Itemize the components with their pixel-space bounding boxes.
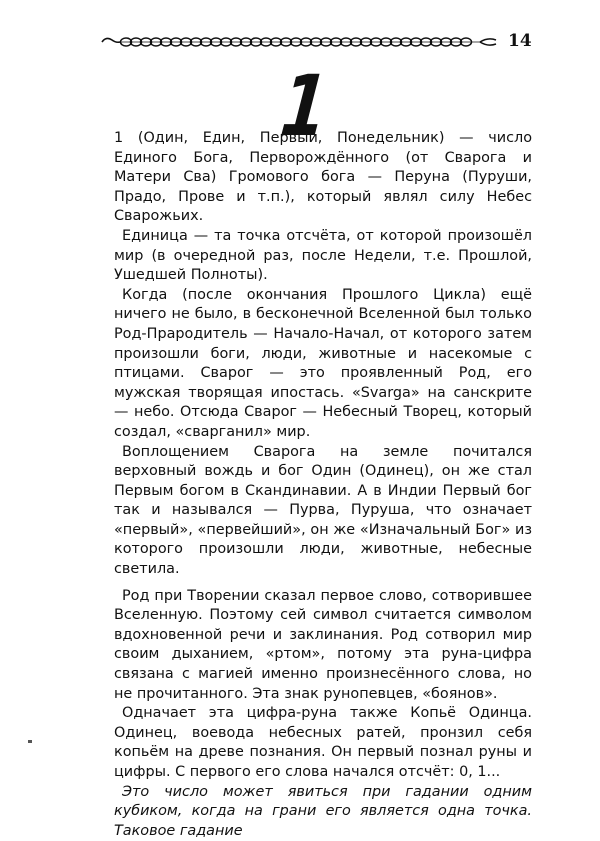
page-header	[100, 30, 540, 54]
paragraph: Когда (после окончания Прошлого Цикла) ещё ничего не было, в бесконечной Вселенной был только Род-Прародитель — Начало-Начал, от которого затем произошли боги, люди, животные и насекомые с птицами. Сварог — это проявленный Род, его мужская творящая ипостась. «Svarga» на санскрите — небо. Отсюда Сварог — Небесный Творец, который создал, «сварганил» мир.	[114, 286, 532, 440]
paragraph: Единица — та точка отсчёта, от которой произошёл мир (в очередной раз, после Недели, т.е. Прошлой, Ушедшей Полноты).	[114, 227, 532, 284]
paragraph: Род при Творении сказал первое слово, сотворившее Вселенную. Поэтому сей символ считается символом вдохновенной речи и заклинания. Род сотворил мир своим дыханием, «ртом», потому эта руна-цифра связана с магией именно произнесённого слова, но не прочитанного. Эта знак рунопевцев, «боянов».	[114, 587, 532, 702]
scan-mark	[28, 740, 32, 743]
braided-rope-ornament-icon	[100, 34, 500, 50]
body-text	[114, 129, 532, 841]
paragraph: Одначает эта цифра-руна также Копьё Одинца. Одинец, воевода небесных ратей, пронзил себя копьём на древе познания. Он первый познал руны и цифры. С первого его слова начался отсчёт: 0, 1...	[114, 705, 532, 780]
paragraph: Воплощением Сварога на земле почитался верховный вождь и бог Один (Одинец), он же стал Первым богом в Скандинавии. А в Индии Первый бог так и назывался — Пурва, Пуруша, что означает «первый», «первейший», он же «Изначальный Бог» из которого произошли люди, животные, небесные светила.	[114, 443, 532, 578]
paragraph: 1 (Один, Един, Первый, Понедельник) — число Единого Бога, Перворождённого (от Сварога и Матери Сва) Громового бога — Перуна (Пуруши, Прадо, Прове и т.п.), который являл силу Небес Сварожьих.	[114, 130, 532, 225]
chapter-numeral: 1	[276, 57, 333, 155]
page-number: 14	[508, 31, 532, 51]
paragraph: Это число может явиться при гадании одним кубиком, когда на грани его является одна точка. Таковое гадание	[114, 783, 532, 839]
